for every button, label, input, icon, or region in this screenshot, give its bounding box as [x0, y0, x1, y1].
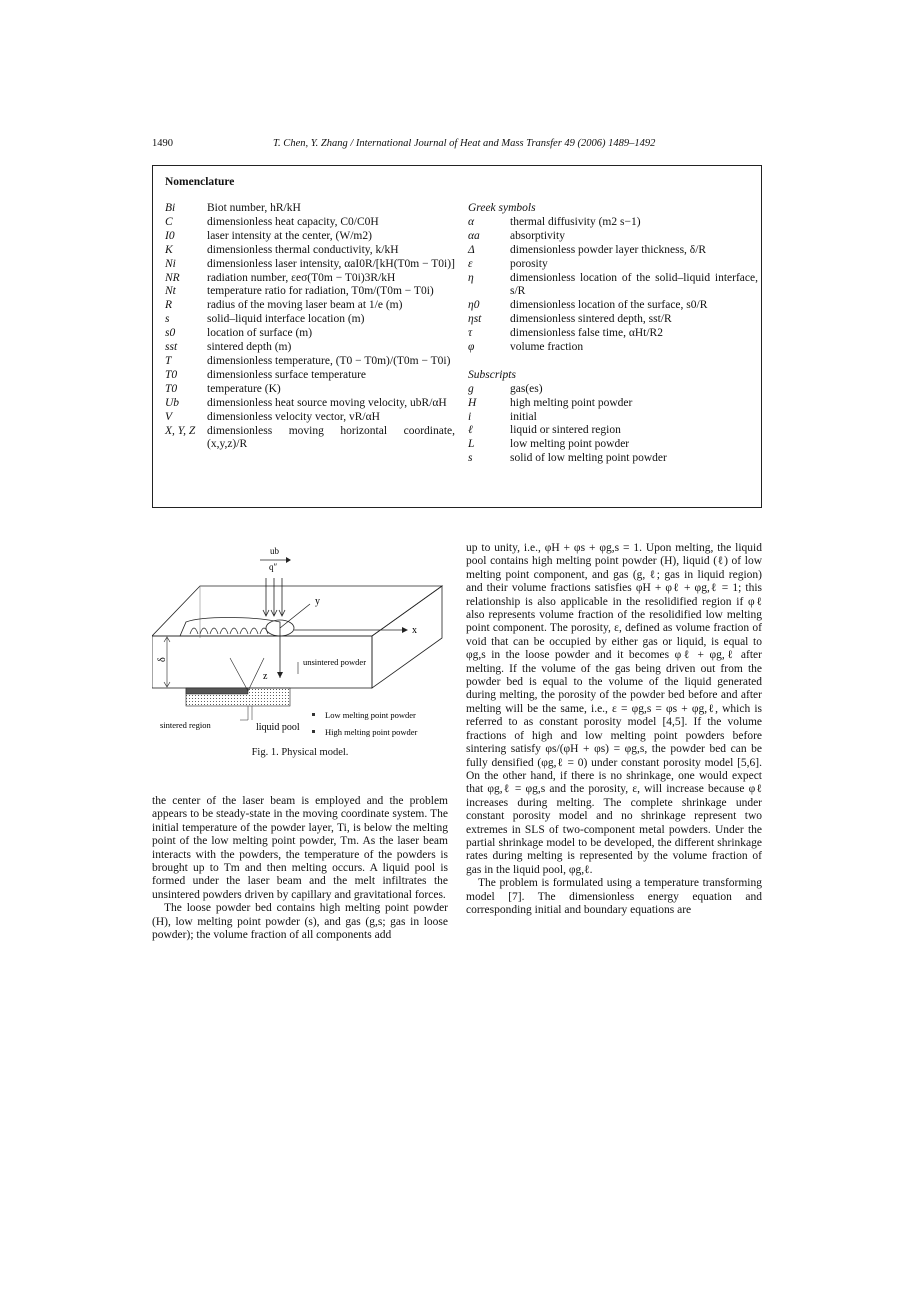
nomenclature-entry	[165, 341, 455, 355]
nomenclature-symbol: V	[165, 410, 173, 423]
body-paragraph: up to unity, i.e., φH + φs + φg,s = 1. Upon melting, the liquid pool contains high melting point powder (H), liquid (ℓ) of low melting point component, and gas (g, ℓ; gas in liquid region) and their volume fractions satisfies φH + φℓ + φg,ℓ = 1; this relationship is also applicable in the resolidified region if φℓ also represents volume fraction of the resolidified low melting point component. The porosity, ε, defined as volume fraction of void that can be occupied by either gas or liquid, is equal to φg,s in the loose powder and it becomes φℓ + φg,ℓ after melting. If the volume of the gas being driven out from the powder bed is equal to the volume of the liquid generated during melting, the porosity of the powder bed before and after melting will be the same, i.e., ε = φg,s = φs + φg,ℓ, which is referred to as constant porosity model [4,5]. If the volume fractions of high and low melting point powders before sintering satisfy φs/(φH + φs) = φg,s, the powder bed can be fully densified (φg,ℓ = 0) under constant porosity model [5,6]. On the other hand, if there is no shrinkage, one would expect that φg,ℓ = φg,s and the porosity, ε, will increase because φℓ increases during melting. The complete shrinkage under constant porosity model and no shrinkage represent two extremes in SLS of two-component metal powders. Under the partial shrinkage model to be developed, the different shrinkage rates during melting is represented by the volume fraction of gas in the liquid pool, φg,ℓ.	[466, 542, 762, 876]
journal-header: T. Chen, Y. Zhang / International Journal of Heat and Mass Transfer 49 (2006) 1489–1492	[273, 138, 656, 149]
nomenclature-symbol: s0	[165, 327, 176, 340]
nomenclature-definition: thermal diffusivity (m2 s−1)	[510, 215, 641, 228]
nomenclature-symbol: φ	[468, 341, 475, 354]
nomenclature-symbol: X, Y, Z	[165, 424, 196, 437]
nomenclature-definition: sintered depth (m)	[207, 341, 292, 354]
nomenclature-definition: dimensionless temperature, (T0 − T0m)/(T0m − T0i)	[207, 354, 451, 367]
nomenclature-symbol: C	[165, 215, 173, 228]
nomenclature-entry	[468, 383, 758, 397]
label-sintered-region: sintered region	[160, 720, 211, 730]
nomenclature-symbol: ηst	[468, 313, 482, 326]
label-y: y	[315, 596, 320, 607]
body-left-column	[152, 795, 448, 942]
nomenclature-entry	[468, 313, 758, 327]
figure-caption: Fig. 1. Physical model.	[251, 747, 349, 758]
powder-layer-side	[372, 586, 442, 688]
nomenclature-symbol: T0	[165, 368, 178, 381]
nomenclature-entry	[165, 258, 455, 272]
nomenclature-definition: high melting point powder	[510, 396, 633, 409]
nomenclature-definition: dimensionless moving horizontal coordinate, (x,y,z)/R	[207, 424, 455, 451]
nomenclature-definition: temperature (K)	[207, 382, 281, 395]
nomenclature-definition: dimensionless thermal conductivity, k/kH	[207, 243, 399, 256]
nomenclature-entry	[165, 425, 455, 453]
nomenclature-entry	[468, 299, 758, 313]
label-x: x	[412, 625, 417, 636]
nomenclature-right-column	[468, 202, 758, 466]
nomenclature-symbol: αa	[468, 229, 480, 242]
nomenclature-symbol: NR	[165, 271, 180, 284]
nomenclature-symbol: η	[468, 271, 474, 284]
nomenclature-entry	[165, 230, 455, 244]
nomenclature-definition: volume fraction	[510, 341, 584, 354]
nomenclature-symbol: sst	[165, 341, 178, 354]
nomenclature-definition: porosity	[510, 257, 548, 270]
legend-high: High melting point powder	[325, 727, 418, 737]
legend-low: Low melting point powder	[325, 710, 416, 720]
nomenclature-symbol: s	[468, 452, 473, 465]
subscripts-heading: Subscripts	[468, 368, 516, 381]
nomenclature-entry	[468, 341, 758, 355]
body-right-column	[466, 542, 762, 917]
label-ub: ub	[270, 546, 279, 556]
nomenclature-definition: dimensionless heat capacity, C0/C0H	[207, 215, 379, 228]
nomenclature-entry	[165, 285, 455, 299]
legend-marker-low	[312, 713, 315, 716]
nomenclature-definition: dimensionless sintered depth, sst/R	[510, 313, 672, 326]
nomenclature-entry	[165, 369, 455, 383]
nomenclature-definition: solid–liquid interface location (m)	[207, 313, 365, 326]
nomenclature-definition: Biot number, hR/kH	[207, 202, 301, 214]
body-paragraph: The problem is formulated using a temperature transforming model [7]. The dimensionless energy equation and corresponding initial and boundary equations are	[466, 877, 762, 916]
nomenclature-entry	[165, 244, 455, 258]
nomenclature-symbol: T0	[165, 382, 178, 395]
nomenclature-title: Nomenclature	[165, 176, 235, 188]
nomenclature-definition: location of surface (m)	[207, 327, 313, 340]
nomenclature-definition: absorptivity	[510, 229, 565, 242]
nomenclature-entry	[468, 397, 758, 411]
nomenclature-definition: solid of low melting point powder	[510, 452, 667, 465]
nomenclature-definition: initial	[510, 410, 537, 423]
nomenclature-definition: dimensionless location of the solid–liquid interface, s/R	[510, 271, 758, 298]
nomenclature-entry	[468, 424, 758, 438]
nomenclature-symbol: i	[468, 410, 472, 423]
nomenclature-symbol: ε	[468, 257, 473, 270]
nomenclature-entry	[165, 313, 455, 327]
nomenclature-symbol: η0	[468, 299, 480, 312]
physical-model-figure	[152, 538, 448, 763]
nomenclature-definition: radius of the moving laser beam at 1/e (m)	[207, 299, 403, 312]
nomenclature-box	[152, 165, 762, 508]
nomenclature-entry	[165, 327, 455, 341]
nomenclature-entry	[468, 438, 758, 452]
nomenclature-entry	[468, 244, 758, 258]
nomenclature-symbol: Ni	[165, 257, 176, 270]
nomenclature-entry	[468, 230, 758, 244]
nomenclature-symbol: Bi	[165, 202, 176, 214]
nomenclature-definition: dimensionless powder layer thickness, δ/R	[510, 243, 707, 256]
cross-section-sintered	[186, 688, 248, 694]
nomenclature-entry	[165, 216, 455, 230]
label-unsintered-powder: unsintered powder	[303, 657, 367, 667]
nomenclature-entry	[468, 216, 758, 230]
nomenclature-symbol: s	[165, 313, 170, 326]
page-number: 1490	[152, 138, 173, 149]
nomenclature-entry	[165, 355, 455, 369]
label-q: q″	[269, 562, 278, 572]
greek-symbols-heading: Greek symbols	[468, 202, 536, 214]
body-paragraph: the center of the laser beam is employed and the problem appears to be steady-state in the moving coordinate system. The initial temperature of the powder layer, Ti, is below the melting point of the low melting point powder, Tm. As the laser beam interacts with the powders, the temperature of the powders is brought up to Tm and then melting occurs. A liquid pool is formed under the laser beam and the melt infiltrates the unsintered powders driven by capillary and gravitational forces.	[152, 795, 448, 901]
nomenclature-definition: radiation number, εeσ(T0m − T0i)3R/kH	[207, 271, 396, 284]
nomenclature-entry	[165, 383, 455, 397]
label-delta: δ	[157, 657, 168, 662]
subscripts-list	[468, 383, 758, 466]
nomenclature-symbol: α	[468, 215, 475, 228]
nomenclature-definition: gas(es)	[510, 382, 543, 395]
greek-symbols-list	[468, 216, 758, 355]
nomenclature-symbol: Δ	[468, 243, 475, 256]
nomenclature-entry	[468, 327, 758, 341]
nomenclature-entry	[468, 411, 758, 425]
nomenclature-symbol: L	[468, 438, 475, 451]
nomenclature-symbol: T	[165, 354, 172, 367]
nomenclature-entry	[165, 202, 455, 216]
legend-marker-high	[312, 730, 315, 733]
nomenclature-symbol: H	[468, 396, 477, 409]
nomenclature-definition: dimensionless heat source moving velocity, ubR/αH	[207, 396, 447, 409]
nomenclature-entry	[165, 299, 455, 313]
nomenclature-symbol: Ub	[165, 396, 180, 409]
nomenclature-symbol: Nt	[165, 285, 176, 298]
nomenclature-entry	[468, 452, 758, 466]
body-paragraph: The loose powder bed contains high melting point powder (H), low melting point powder (s), and gas (g,s; gas in loose powder); the volume fraction of all components add	[152, 902, 448, 942]
nomenclature-symbol: R	[165, 299, 173, 312]
nomenclature-definition: dimensionless laser intensity, αaI0R/[kH(T0m − T0i)]	[207, 257, 455, 270]
nomenclature-symbol: K	[165, 243, 173, 256]
nomenclature-definition: temperature ratio for radiation, T0m/(T0m − T0i)	[207, 285, 434, 298]
nomenclature-entry	[165, 397, 455, 411]
label-liquid-pool: liquid pool	[256, 722, 300, 733]
nomenclature-definition: low melting point powder	[510, 438, 630, 451]
label-z: z	[263, 671, 268, 682]
nomenclature-left-column	[165, 202, 455, 452]
nomenclature-definition: laser intensity at the center, (W/m2)	[207, 229, 372, 242]
nomenclature-entry	[468, 258, 758, 272]
nomenclature-entry	[165, 272, 455, 286]
nomenclature-symbol: ℓ	[468, 424, 473, 437]
nomenclature-symbol: g	[468, 382, 474, 395]
nomenclature-symbol: τ	[468, 327, 473, 340]
nomenclature-entry	[165, 411, 455, 425]
nomenclature-entry	[468, 272, 758, 300]
nomenclature-definition: dimensionless location of the surface, s0/R	[510, 299, 708, 312]
nomenclature-symbol: I0	[165, 229, 175, 242]
nomenclature-definition: dimensionless velocity vector, vR/αH	[207, 410, 380, 423]
nomenclature-definition: liquid or sintered region	[510, 424, 621, 437]
nomenclature-definition: dimensionless surface temperature	[207, 368, 367, 381]
nomenclature-definition: dimensionless false time, αHt/R2	[510, 327, 663, 340]
